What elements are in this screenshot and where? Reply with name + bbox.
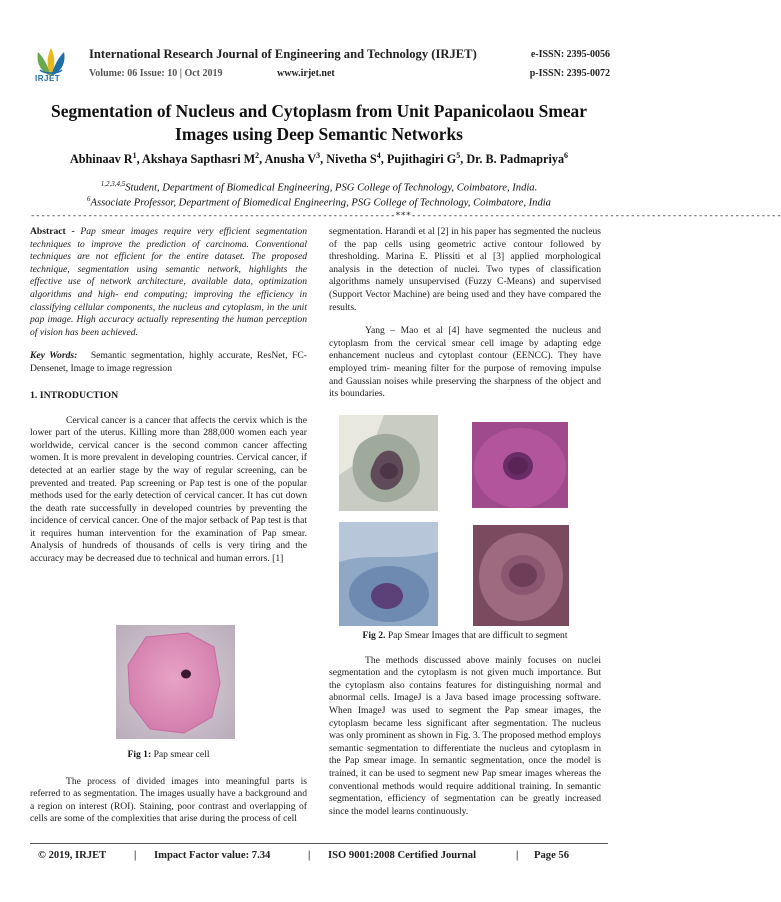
author-sup: 2: [255, 151, 260, 160]
section-divider: [30, 211, 781, 223]
figure-2-image-3: [339, 522, 438, 626]
figure-2-image-4: [473, 525, 569, 626]
footer-page-number: Page 56: [534, 850, 570, 861]
figure-2-caption: [329, 630, 601, 643]
volume-issue: Volume: 06 Issue: 10 | Oct 2019: [89, 68, 223, 79]
figure-1-caption: [30, 749, 307, 762]
affiliation-professor: [30, 195, 608, 209]
left-column-lower: [30, 749, 307, 826]
author-sup: 1: [132, 151, 137, 160]
figure-1-pap-smear-cell: [116, 625, 235, 739]
footer-copyright: © 2019, IRJET: [38, 850, 107, 861]
author-name: Nivetha S: [326, 152, 377, 167]
footer-separator: |: [134, 850, 137, 861]
figure-1-caption-text: Pap smear cell: [153, 749, 210, 760]
author-list: Abhinaav $R^1$, Akshaya Sapthasri $M^2$, Anusha $V^3$, Nivetha $S^4$, Pujithagiri $G^5$, Dr. B. Padmapriya$^6$: [69, 151, 569, 167]
figure-2-image-2: [472, 422, 568, 508]
divider-mark: ***: [395, 211, 411, 221]
affiliation-text: Associate Professor, Department of Biomedical Engineering, PSG College of Technology, Coimbatore, India: [90, 197, 551, 209]
journal-name: International Research Journal of Engineering and Technology (IRJET): [89, 47, 477, 61]
author-name: Pujithagiri G: [386, 152, 457, 167]
footer-iso: ISO 9001:2008 Certified Journal: [328, 850, 477, 861]
right-column: [329, 226, 601, 401]
abstract: [30, 226, 307, 339]
keywords: [30, 350, 307, 375]
divider-dashes-left: ----------------------------------------------------------------------: [30, 211, 396, 221]
keywords-text: Semantic segmentation, highly accurate, ResNet, FC- Densenet, Image to image regression: [30, 350, 308, 374]
affiliation-sup: 1,2,3,4,5: [100, 180, 126, 188]
divider-dashes-right: -----------------------------------------------------------------------: [410, 211, 781, 221]
paper-title: [30, 100, 608, 145]
author-name: Dr. B. Padmapriya: [466, 152, 565, 167]
right-column-lower: [329, 630, 601, 818]
figure-2-label: Fig 2.: [362, 630, 386, 641]
pap-smear-cell-image: [116, 625, 235, 739]
affiliation-sup: 6: [87, 195, 91, 203]
logo-text: IRJET: [35, 74, 61, 83]
right-paragraph-1: segmentation. Harandi et al [2] in his paper has segmented the nucleus of the pap cells using geometric active contour followed by thresholding. Marina E. Plissiti et al [3] applied morphological analysis in the detection of nuclei. Two types of classification algorithms namely unsupervised (Fuzzy C-Means) and supervised (Support Vector Machine) are being used and they have compared the results.: [329, 226, 601, 313]
segmentation-paragraph: The process of divided images into meaningful parts is referred to as segmentation. The images usually have a background and a region on interest (ROI). Staining, poor contrast and overlapping of cells are some of the complexities that arise during the process of cell: [30, 775, 307, 825]
footer-separator: |: [516, 850, 519, 861]
author-sup: 3: [316, 151, 321, 160]
figure-2-image-1: [339, 415, 438, 511]
paper-title-line-1: Segmentation of Nucleus and Cytoplasm from Unit Papanicolaou Smear: [51, 101, 587, 121]
keywords-label: Key Words:: [30, 350, 78, 362]
p-issn: p-ISSN: 2395-0072: [529, 68, 610, 79]
figure-1-label: Fig 1:: [127, 749, 152, 760]
right-paragraph-2: Yang – Mao et al [4] have segmented the nucleus and cytoplasm from the cervical smear cell image by adapting edge enhancement nucleus and cytoplast contour (EENCC). They have employed trim- meaning filter for the purpose of removing impulse and Gaussian noises while preserving the sharpness of the object and its boundaries.: [329, 325, 601, 400]
author-sup: 4: [376, 151, 381, 160]
e-issn: e-ISSN: 2395-0056: [530, 49, 610, 60]
footer-rule: [30, 843, 608, 844]
pap-smear-image-3: [339, 522, 438, 626]
affiliation-students: [30, 180, 608, 194]
paper-title-line-2: Images using Deep Semantic Networks: [175, 123, 463, 144]
author-sup: 6: [564, 151, 569, 160]
pap-smear-image-2: [472, 422, 568, 508]
author-name: Anusha V: [264, 152, 317, 167]
pap-smear-image-4: [473, 525, 569, 626]
journal-website-link[interactable]: www.irjet.net: [277, 68, 335, 79]
author-name: Akshaya Sapthasri M: [142, 152, 256, 167]
left-column: [30, 226, 307, 566]
right-paragraph-3: The methods discussed above mainly focuses on nuclei segmentation and the cytoplasm is not given much importance. But the cytoplasm also contains features for distinguishing normal and abnormal cells. ImageJ is a Java based image processing software. When ImageJ was used to segment the Pap smear images, the cytoplasm became less significant after segmentation. The nucleus was only prominent as shown in Fig. 3. The proposed method employs semantic segmentation to differentiate the nucleus and cytoplasm in the Pap smear image. In semantic segmentation, once the model is trained, it can be used to segment new Pap smear images whereas the conventional methods would require additional training. In semantic segmentation, efficiency of segmentation can be greatly increased since the model learns continuously.: [329, 654, 601, 817]
author-sup: 5: [456, 151, 461, 160]
intro-paragraph: Cervical cancer is a cancer that affects the cervix which is the lower part of the uterus. Killing more than 288,000 women each year worldwide, cervical cancer is the second common cancer affecting women. It is more prevalent in developing countries. Cervical cancer, if detected at an earlier stage by the way of regular screening, can be prevented and treated. Pap screening or Pap test is one of the popular methods used for the early detection of cervical cancer. It has cut down the death rate successfully in developed countries by preventing the incidence of cervical cancer. One of the major setback of Pap test is that it requires human intervention for the examination of Pap smear. Analysis of hundreds of thousands of cells is very tiring and the accuracy may be decreased due to technical and human errors. [1]: [30, 414, 307, 565]
abstract-text: Pap smear images require very efficient segmentation techniques to improve the prediction of carcinoma. Conventional techniques are not efficient for the entire dataset. The proposed technique, segmentation using semantic network, highlights the effective use of network architecture, available data, optimization algorithms and high- end computing; improving the efficiency in classifying cellular components, the nucleus and cytoplasm, in the unit pap image. High accuracy actually representing the human perception of vision has been achieved.: [30, 226, 307, 338]
affiliation-text: Student, Department of Biomedical Engineering, PSG College of Technology, Coimbatore, India.: [125, 182, 538, 194]
abstract-label: Abstract -: [30, 226, 75, 237]
author-name: Abhinaav R: [69, 152, 133, 167]
footer-separator: |: [308, 850, 311, 861]
footer-impact-factor: Impact Factor value: 7.34: [154, 850, 271, 861]
figure-2-caption-text: Pap Smear Images that are difficult to segment: [387, 630, 568, 641]
pap-smear-image-1: [339, 415, 438, 511]
journal-header: [32, 40, 610, 88]
section-heading-introduction: 1. INTRODUCTION: [30, 389, 119, 401]
